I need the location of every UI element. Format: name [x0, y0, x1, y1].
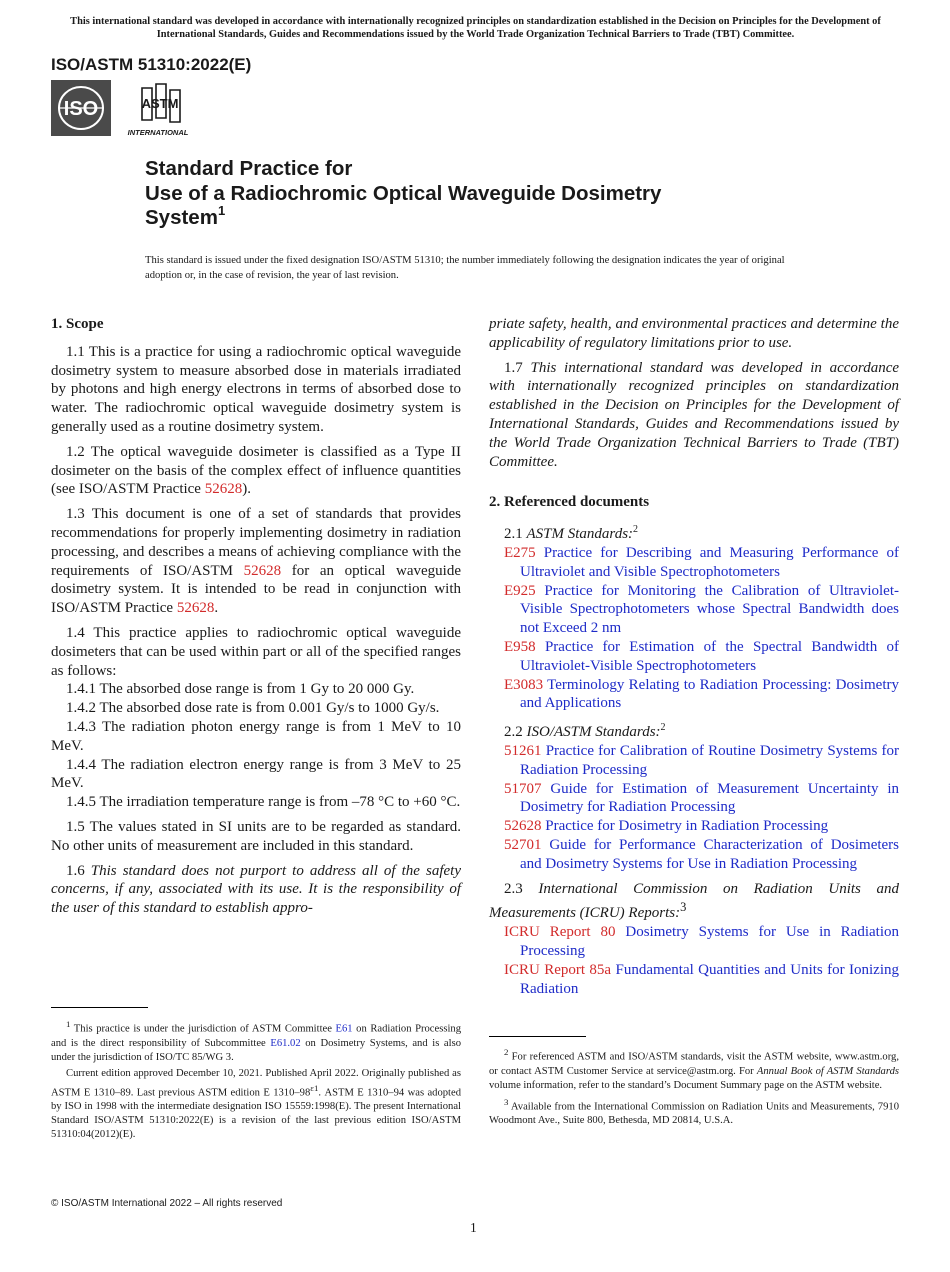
iso-ref-code-link[interactable]: 51261: [504, 742, 542, 759]
reference-item: [489, 923, 899, 961]
reference-item: [489, 836, 899, 874]
reference-item: [489, 638, 899, 676]
link-52628[interactable]: 52628: [243, 562, 282, 579]
astm-logo-subtext: INTERNATIONAL: [127, 128, 189, 137]
referenced-documents-heading: 2. Referenced documents: [489, 494, 650, 511]
icru-ref-title-link[interactable]: Dosimetry Systems for Use in Radiation Processing: [520, 924, 900, 959]
iso-logo: [51, 80, 111, 136]
iso-ref-title-link[interactable]: Practice for Calibration of Routine Dosimetry Systems for Radiation Processing: [520, 742, 900, 778]
footnote-2: $^2$ For referenced ASTM and ISO/ASTM standards, visit the ASTM website, www.astm.org, or contact ASTM Customer Service at service@astm.org. For Annual Book of ASTM Standards volume information, refer to the standard’s Document Summary page on the ASTM website.: [489, 1047, 899, 1091]
para-1-4-5: 1.4.5 The irradiation temperature range is from –78 °C to +60 °C.: [66, 794, 461, 811]
iso-astm-standards-heading: 2.2 ISO/ASTM Standards:$^2$: [504, 722, 666, 741]
iso-ref-code-link[interactable]: 51707: [504, 780, 542, 797]
para-1-4-3: 1.4.3 The radiation photon energy range is from 1 MeV to 10 MeV.: [51, 718, 461, 754]
left-column: [51, 315, 461, 924]
iso-ref-code-link[interactable]: 52628: [504, 818, 542, 835]
footnote-1-edition: Current edition approved December 10, 2021. Published April 2022. Originally published as ASTM E 1310–89. Last previous ASTM edition E $1310-98^{\varepsilon 1}$. ASTM E 1310–94 was adopted by ISO in 1998 with the intermediate designation ISO 15559:1998(E). The present International Standard ISO/ASTM 51310:2022(E) is a revision of the last previous edition ISO/ASTM 51310:04(2012)(E).: [51, 1067, 461, 1141]
copyright-notice: © ISO/ASTM International 2022 – All rights reserved: [51, 1198, 283, 1209]
reference-item: [489, 780, 899, 818]
para-1-4-4: 1.4.4 The radiation electron energy range is from 3 MeV to 25 MeV.: [51, 756, 461, 792]
footnote-3: $^3$ Available from the International Commission on Radiation Units and Measurements, 7910 Woodmont Ave., Suite 800, Bethesda, MD 20814, U.S.A.: [489, 1096, 899, 1127]
astm-ref-code-link[interactable]: E3083: [504, 676, 544, 693]
scope-heading: 1. Scope: [51, 316, 104, 332]
reference-item: [489, 676, 899, 714]
title-line-2: Use of a Radiochromic Optical Waveguide Dosimetry: [145, 181, 662, 205]
icru-ref-title-link[interactable]: Fundamental Quantities and Units for Ionizing Radiation: [520, 961, 900, 997]
astm-logo-text: ASTM: [141, 96, 179, 111]
iso-ref-title-link[interactable]: Guide for Estimation of Measurement Uncertainty in Dosimetry for Radiation Processing: [520, 780, 900, 816]
link-e61-02[interactable]: E61.02: [270, 1037, 301, 1049]
para-1-6: 1.6 This standard does not purport to address all of the safety concerns, if any, associated with its use. It is the responsibility of the user of this standard to establish appro-: [51, 862, 461, 917]
footnote-ref-2[interactable]: 2: [660, 722, 666, 734]
document-title: [145, 157, 845, 231]
astm-logo: [126, 80, 190, 138]
astm-ref-code-link[interactable]: E275: [504, 544, 536, 561]
para-1-3: 1.3 This document is one of a set of standards that provides recommendations for properly implementing dosimetry in radiation processing, and describes a means of achieving compliance with the requirements of ISO/ASTM 52628 for an optical waveguide dosimetry system. It is intended to be read in conjunction with ISO/ASTM Practice 52628.: [51, 506, 461, 617]
astm-ref-title-link[interactable]: Practice for Describing and Measuring Performance of Ultraviolet and Visible Spectrophotometers: [520, 544, 900, 580]
reference-item: [489, 742, 899, 780]
astm-ref-code-link[interactable]: E958: [504, 638, 536, 655]
para-1-5: 1.5 The values stated in SI units are to be regarded as standard. No other units of measurement are included in this standard.: [51, 818, 461, 854]
title-line-1: Standard Practice for: [145, 157, 353, 180]
link-52628[interactable]: 52628: [204, 481, 243, 498]
reference-item: [489, 817, 899, 836]
footnote-ref-2[interactable]: 2: [633, 524, 639, 536]
icru-ref-code-link[interactable]: ICRU Report 85a: [504, 961, 612, 978]
title-footnote-ref[interactable]: 1: [217, 203, 226, 219]
link-e61[interactable]: E61: [335, 1023, 353, 1035]
right-column: [489, 315, 899, 998]
link-52628[interactable]: 52628: [176, 600, 215, 617]
page-number: 1: [470, 1220, 477, 1235]
para-1-7: 1.7 This international standard was developed in accordance with internationally recognized principles on standardization established in the Decision on Principles for the Development of International Standards, Guides and Recommendations issued by the World Trade Organization Technical Barriers to Trade (TBT) Committee.: [489, 359, 900, 470]
footnotes-left: [51, 1017, 461, 1144]
para-1-2: 1.2 The optical waveguide dosimeter is classified as a Type II dosimeter on the basis of the complex effect of influence quantities (see ISO/ASTM Practice 52628).: [51, 443, 461, 498]
tbt-notice: This international standard was developed in accordance with internationally recognized principles on standardization established in the Decision on Principles for the Development of International Standards, Guides and Recommendations issued by the World Trade Organization Technical Barriers to Trade (TBT) Committee.: [70, 16, 881, 40]
icru-reports-heading: 2.3 International Commission on Radiation Units and Measurements (ICRU) Reports:$^3$: [489, 880, 899, 922]
astm-ref-title-link[interactable]: Practice for Monitoring the Calibration of Ultraviolet-Visible Spectrophotometers whose Spectral Bandwidth does not Exceed 2 nm: [520, 582, 899, 637]
para-1-4-2: 1.4.2 The absorbed dose rate is from 0.001 Gy/s to 1000 Gy/s.: [66, 700, 440, 717]
designation: ISO/ASTM 51310:2022(E): [51, 55, 252, 74]
para-1-4: 1.4 This practice applies to radiochromic optical waveguide dosimeters that can be used within part or all of the specified ranges as follows:: [51, 624, 461, 679]
astm-ref-code-link[interactable]: E925: [504, 582, 536, 599]
issuance-note: This standard is issued under the fixed designation ISO/ASTM 51310; the number immediately following the designation indicates the year of original adoption or, in the case of revision, the year of last revision.: [145, 255, 785, 281]
astm-ref-title-link[interactable]: Practice for Estimation of the Spectral Bandwidth of Ultraviolet-Visible Spectrophotometers: [520, 638, 899, 674]
footnote-1: $^1$ This practice is under the jurisdiction of ASTM Committee E61 on Radiation Processing and is the direct responsibility of Subcommittee E61.02 on Dosimetry Systems, and is also under the jurisdiction of ISO/TC 85/WG 3.: [51, 1019, 461, 1063]
icru-ref-code-link[interactable]: ICRU Report 80: [504, 924, 616, 941]
reference-item: [489, 582, 899, 638]
iso-logo-text: ISO: [63, 98, 99, 120]
astm-ref-title-link[interactable]: Terminology Relating to Radiation Processing: Dosimetry and Applications: [520, 676, 899, 712]
footnote-divider-left: [51, 1007, 148, 1008]
footnotes-right: [489, 1045, 899, 1130]
icru-reference-list: [489, 923, 899, 998]
footnote-ref-3[interactable]: 3: [680, 900, 687, 915]
para-1-1: 1.1 This is a practice for using a radiochromic optical waveguide dosimetry system to measure absorbed dose in materials irradiated by photons and high energy electrons in terms of absorbed dose to water. The radiochromic optical waveguide dosimetry system is generally used as a routine dosimetry system.: [51, 343, 461, 435]
iso-ref-title-link[interactable]: Practice for Dosimetry in Radiation Processing: [545, 818, 829, 835]
iso-ref-title-link[interactable]: Guide for Performance Characterization of Dosimeters and Dosimetry Systems for Use in Radiation Processing: [520, 836, 900, 872]
footnote-divider-right: [489, 1036, 586, 1037]
reference-item: [489, 961, 899, 999]
iso-astm-reference-list: [489, 742, 899, 874]
astm-reference-list: [489, 544, 899, 713]
reference-item: [489, 544, 899, 582]
para-1-6-continued: priate safety, health, and environmental practices and determine the applicability of regulatory limitations prior to use.: [489, 316, 899, 351]
title-line-3: System: [145, 206, 218, 229]
para-1-4-1: 1.4.1 The absorbed dose range is from 1 Gy to 20 000 Gy.: [66, 681, 415, 698]
astm-standards-heading: 2.1 ASTM Standards:$^2$: [504, 524, 639, 543]
iso-ref-code-link[interactable]: 52701: [504, 836, 542, 853]
